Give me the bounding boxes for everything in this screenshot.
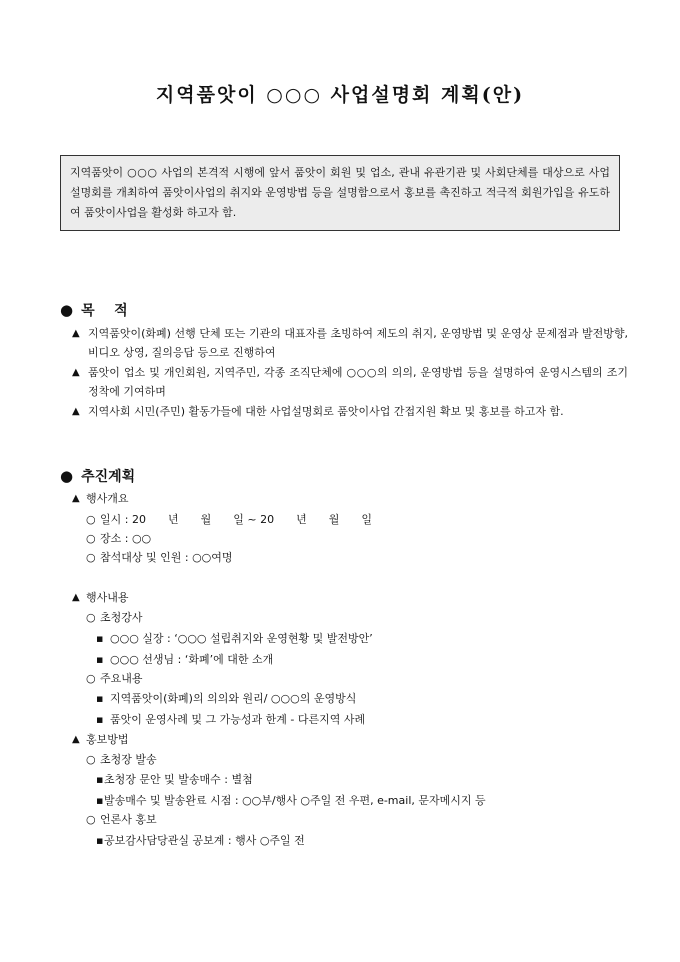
square-bullet-icon: ▪	[96, 632, 104, 645]
invite-item	[96, 771, 253, 789]
press-item	[96, 832, 305, 850]
purpose-item	[72, 363, 628, 401]
square-bullet-icon: ▪	[96, 773, 104, 786]
circle-bullet-icon: ○	[86, 672, 96, 685]
square-bullet-icon: ▪	[96, 713, 104, 726]
date-day2: 일	[361, 513, 372, 526]
triangle-bullet-icon: ▲	[72, 406, 80, 417]
circle-bullet-icon: ○	[86, 532, 96, 545]
speaker-item	[96, 651, 273, 669]
topic-text: 지역품앗이(화폐)의 의의와 원리/ ○○○의 운영방식	[110, 692, 357, 705]
bullet-circle-icon: ●	[60, 467, 74, 485]
date-month2: 월	[328, 513, 340, 526]
purpose-item	[72, 402, 628, 421]
square-bullet-icon: ▪	[96, 653, 104, 666]
promotion-label-text: 홍보방법	[86, 733, 129, 746]
invite-label	[86, 751, 157, 769]
speaker-text: ○○○ 선생님 : ‘화폐’에 대한 소개	[110, 653, 274, 666]
purpose-item-text: 품앗이 업소 및 개인회원, 지역주민, 각종 조직단체에 ○○○의 의의, 운영방법 등을 설명하여 운영시스템의 조기정착에 기여하며	[88, 366, 628, 398]
square-bullet-icon: ▪	[96, 692, 104, 705]
overview-place	[86, 530, 151, 548]
date-year2: 년	[296, 513, 307, 526]
purpose-item	[72, 324, 628, 362]
circle-bullet-icon: ○	[86, 753, 96, 766]
document-title: 지역품앗이 ○○○ 사업설명회 계획(안)	[155, 84, 525, 106]
overview-attendees	[86, 549, 233, 567]
press-label	[86, 811, 157, 829]
circle-bullet-icon: ○	[86, 513, 96, 526]
purpose-heading-label: 목 적	[81, 303, 128, 319]
speakers-label	[86, 609, 143, 627]
summary-box: 지역품앗이 ○○○ 사업의 본격적 시행에 앞서 품앗이 회원 및 업소, 관내 유관기관 및 사회단체를 대상으로 사업설명회를 개최하여 품앗이사업의 취지와 운영방법 등을 설명함으로서 홍보를 촉진하고 적극적 회원가입을 유도하여 품앗이사업을 활성화 하고자 함.	[60, 155, 620, 231]
speakers-label-text: 초청강사	[100, 611, 143, 624]
date-day: 일 ~ 20	[233, 513, 275, 526]
overview-label	[72, 490, 129, 508]
triangle-bullet-icon: ▲	[72, 734, 80, 745]
triangle-bullet-icon: ▲	[72, 328, 80, 339]
invite-text: 초청장 문안 및 발송매수 : 별첨	[104, 773, 253, 786]
topics-label	[86, 670, 143, 688]
invite-item	[96, 792, 486, 810]
overview-label-text: 행사개요	[86, 492, 129, 505]
purpose-item-text: 지역품앗이(화폐) 선행 단체 또는 기관의 대표자를 초빙하여 제도의 취지, 운영방법 및 운영상 문제점과 발전방향, 비디오 상영, 질의응답 등으로 진행하여	[88, 327, 628, 359]
content-label	[72, 589, 129, 607]
attendees-text: 참석대상 및 인원 : ○○여명	[100, 551, 233, 564]
content-label-text: 행사내용	[86, 591, 129, 604]
purpose-heading	[60, 300, 128, 320]
circle-bullet-icon: ○	[86, 551, 96, 564]
triangle-bullet-icon: ▲	[72, 367, 80, 378]
triangle-bullet-icon: ▲	[72, 493, 80, 504]
promotion-label	[72, 731, 129, 749]
topics-label-text: 주요내용	[100, 672, 143, 685]
overview-date	[86, 511, 372, 529]
topic-text: 품앗이 운영사례 및 그 가능성과 한계 - 다른지역 사례	[110, 713, 366, 726]
bullet-circle-icon: ●	[60, 301, 74, 319]
circle-bullet-icon: ○	[86, 611, 96, 624]
triangle-bullet-icon: ▲	[72, 592, 80, 603]
date-month: 월	[200, 513, 212, 526]
speaker-text: ○○○ 실장 : ‘○○○ 설립취지와 운영현황 및 발전방안’	[110, 632, 373, 645]
date-year: 년	[167, 513, 179, 526]
speaker-item	[96, 630, 373, 648]
topic-item	[96, 711, 365, 729]
plan-heading	[60, 466, 135, 486]
press-label-text: 언론사 홍보	[100, 813, 157, 826]
square-bullet-icon: ▪	[96, 834, 104, 847]
topic-item	[96, 690, 356, 708]
invite-label-text: 초청장 발송	[100, 753, 157, 766]
purpose-item-text: 지역사회 시민(주민) 활동가들에 대한 사업설명회로 품앗이사업 간접지원 확보 및 홍보를 하고자 함.	[88, 405, 564, 418]
circle-bullet-icon: ○	[86, 813, 96, 826]
plan-heading-label: 추진계획	[81, 469, 136, 485]
place-text: 장소 : ○○	[100, 532, 152, 545]
date-label: 일시 : 20	[100, 513, 146, 526]
square-bullet-icon: ▪	[96, 794, 104, 807]
press-text: 공보감사담당관실 공보계 : 행사 ○주일 전	[104, 834, 305, 847]
invite-text: 발송매수 및 발송완료 시점 : ○○부/행사 ○주일 전 우편, e-mail, 문자메시지 등	[104, 794, 486, 807]
